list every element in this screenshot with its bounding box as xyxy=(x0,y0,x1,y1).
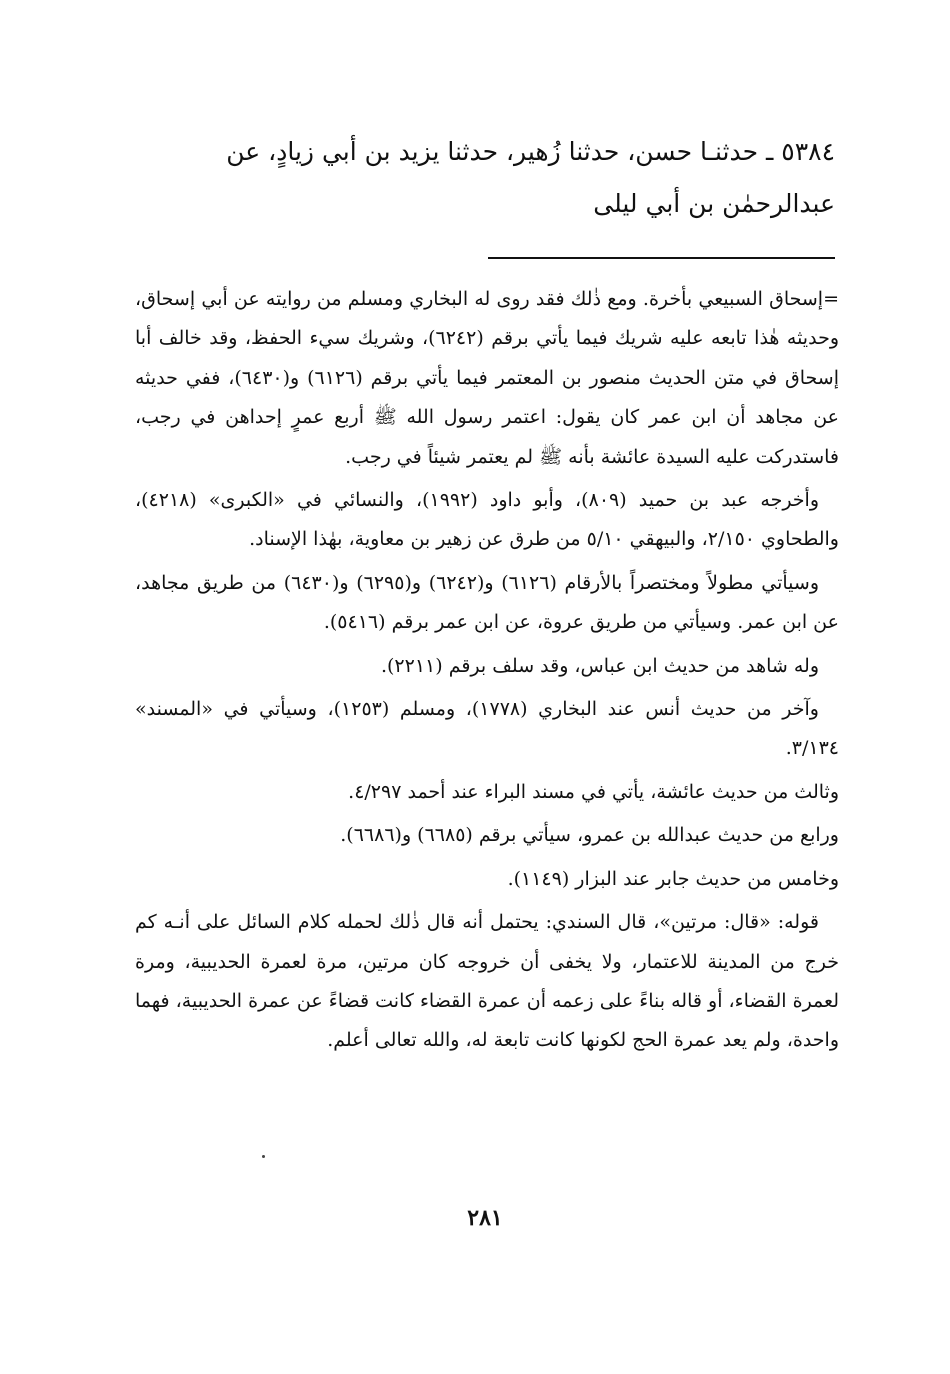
footnote-paragraph: وآخر من حديث أنس عند البخاري (١٧٧٨)، ومسلم (١٢٥٣)، وسيأتي في «المسند» ٣/١٣٤. xyxy=(135,698,839,760)
footnote-paragraph: وسيأتي مطولاً ومختصراً بالأرقام (٦١٢٦) و(٦٢٤٢) و(٦٢٩٥) و(٦٤٣٠) من طريق مجاهد، عن ابن عمر. وسيأتي من طريق عروة، عن ابن عمر برقم (٥٤١٦). xyxy=(135,571,839,634)
print-speck xyxy=(262,1155,265,1158)
footnotes-section xyxy=(135,280,839,1065)
footnote-separator xyxy=(488,257,835,259)
page-number: ٢٨١ xyxy=(467,1205,503,1231)
hadith-chain-line-2: عبدالرحمٰن بن أبي ليلى xyxy=(593,189,835,218)
footnote-paragraph: قوله: «قال: مرتين»، قال السندي: يحتمل أنه قال ذٰلك لحمله كلام السائل على أنـه كم خرج من المدينة للاعتمار، ولا يخفى أن خروجه كان مرتين، مرة لعمرة الحديبية، ومرة لعمرة القضاء، أو قاله بناءً على زعمه أن عمرة القضاء كانت قضاءً عن عمرة الحديبية، فهما واحدة، ولم يعد عمرة الحج لكونها كانت تابعة له، والله تعالى أعلم. xyxy=(135,911,839,1052)
footnote-paragraph: وأخرجه عبد بن حميد (٨٠٩)، وأبو داود (١٩٩٢)، والنسائي في «الكبرى» (٤٢١٨)، والطحاوي ٢/١٥٠، والبيهقي ٥/١٠ من طرق عن زهير بن معاوية، بهٰذا الإسناد. xyxy=(135,489,839,551)
footnote-paragraph: ورابع من حديث عبدالله بن عمرو، سيأتي برقم (٦٦٨٥) و(٦٦٨٦). xyxy=(340,824,839,847)
footnote-paragraph: =إسحاق السبيعي بأخرة. ومع ذٰلك فقد روى له البخاري ومسلم من روايته عن أبي إسحاق، وحديثه هٰذا تابعه عليه شريك فيما يأتي برقم (٦٢٤٢)، وشريك سيء الحفظ، وقد خالف أبا إسحاق في متن الحديث منصور بن المعتمر فيما يأتي برقم (٦١٢٦) و(٦٤٣٠)، ففي حديثه عن مجاهد أن ابن عمر كان يقول: اعتمر رسول الله ﷺ أربع عمرٍ إحداهن في رجب، فاستدركت عليه السيدة عائشة بأنه ﷺ لم يعتمر شيئاً في رجب. xyxy=(135,288,839,468)
footnote-paragraph: وخامس من حديث جابر عند البزار (١١٤٩). xyxy=(507,867,839,890)
footnote-paragraph: وثالث من حديث عائشة، يأتي في مسند البراء عند أحمد ٤/٢٩٧. xyxy=(348,780,839,803)
footnote-paragraph: وله شاهد من حديث ابن عباس، وقد سلف برقم (٢٢١١). xyxy=(380,654,819,677)
hadith-chain-line-1: ٥٣٨٤ ـ حدثنـا حسن، حدثنا زُهير، حدثنا يزيد بن أبي زيادٍ، عن xyxy=(226,137,835,166)
